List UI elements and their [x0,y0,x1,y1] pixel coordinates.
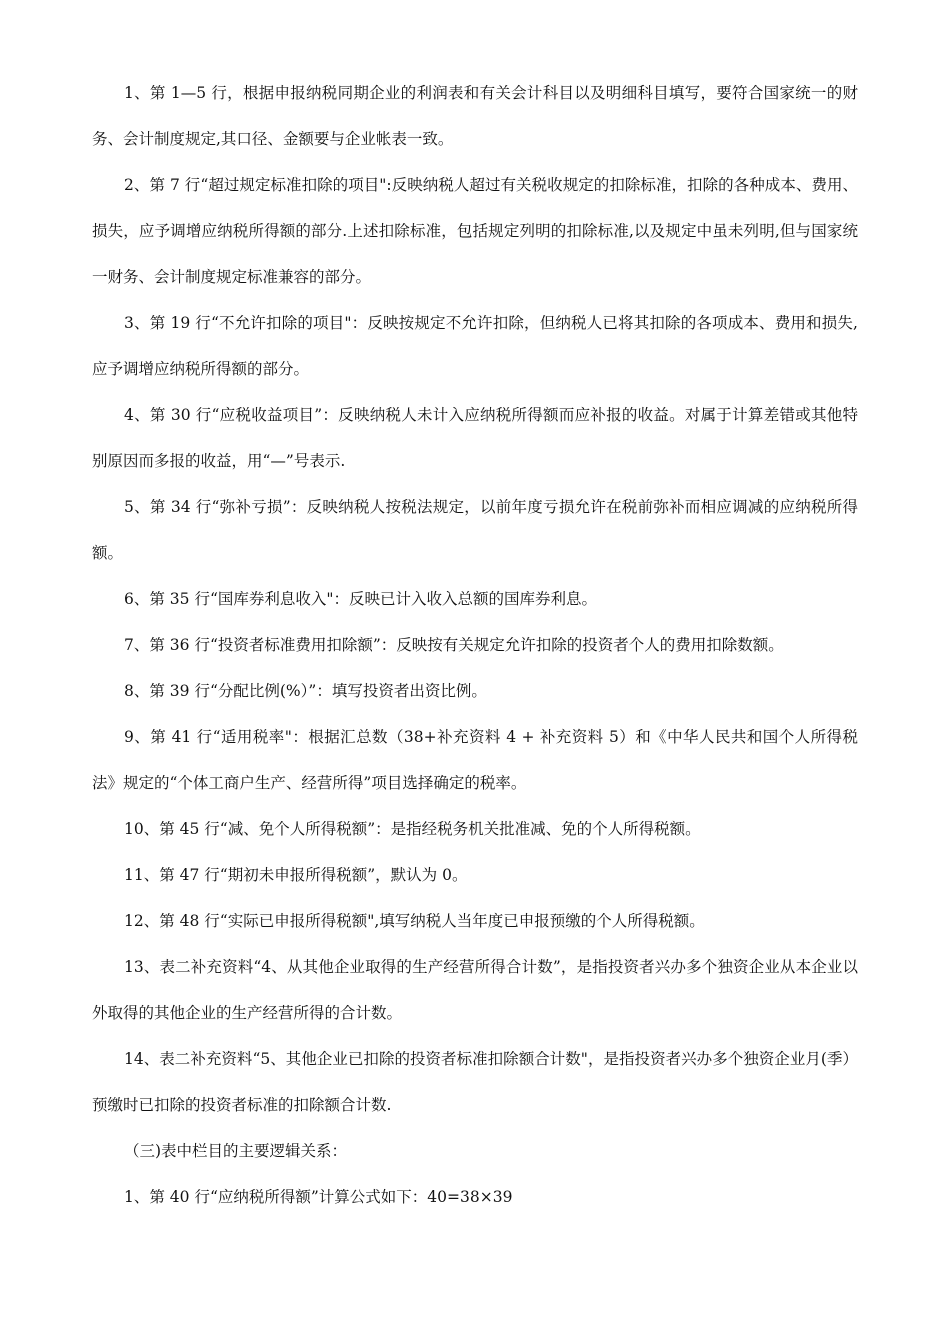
paragraph-row-7: 2、第 7 行“超过规定标准扣除的项目":反映纳税人超过有关税收规定的扣除标准，扣除的各种成本、费用、损失，应予调增应纳税所得额的部分.上述扣除标准，包括规定列明的扣除标准,以及规定中虽未列明,但与国家统一财务、会计制度规定标准兼容的部分。 [92,176,858,286]
paragraph-row-36: 7、第 36 行“投资者标准费用扣除额”：反映按有关规定允许扣除的投资者个人的费用扣除数额。 [124,636,784,654]
paragraph-row-41: 9、第 41 行“适用税率"：根据汇总数（38+补充资料 4 + 补充资料 5）和《中华人民共和国个人所得税法》规定的“个体工商户生产、经营所得”项目选择确定的税率。 [92,728,858,792]
paragraph-row-19: 3、第 19 行“不允许扣除的项目"：反映按规定不允许扣除，但纳税人已将其扣除的各项成本、费用和损失,应予调增应纳税所得额的部分。 [92,314,858,378]
paragraph-row-48: 12、第 48 行“实际已申报所得税额",填写纳税人当年度已申报预缴的个人所得税额。 [124,912,705,930]
section-heading-logic: （三)表中栏目的主要逻辑关系： [124,1142,348,1160]
paragraph-supplement-4: 13、表二补充资料“4、从其他企业取得的生产经营所得合计数”，是指投资者兴办多个独资企业从本企业以外取得的其他企业的生产经营所得的合计数。 [92,958,858,1022]
paragraph-row-47: 11、第 47 行“期初未申报所得税额”，默认为 0。 [124,866,468,884]
paragraph-row-45: 10、第 45 行“减、免个人所得税额”：是指经税务机关批准减、免的个人所得税额。 [124,820,701,838]
paragraph-row-30: 4、第 30 行“应税收益项目”：反映纳税人未计入应纳税所得额而应补报的收益。对属于计算差错或其他特别原因而多报的收益，用“—”号表示. [92,406,858,470]
paragraph-row-39: 8、第 39 行“分配比例(%）”：填写投资者出资比例。 [124,682,487,700]
paragraph-row-34: 5、第 34 行“弥补亏损”：反映纳税人按税法规定，以前年度亏损允许在税前弥补而相应调减的应纳税所得额。 [92,498,858,562]
paragraph-supplement-5: 14、表二补充资料“5、其他企业已扣除的投资者标准扣除额合计数"，是指投资者兴办多个独资企业月(季）预缴时已扣除的投资者标准的扣除额合计数. [92,1050,858,1114]
paragraph-row-35: 6、第 35 行“国库券利息收入"：反映已计入收入总额的国库券利息。 [124,590,597,608]
paragraph-formula-row-40: 1、第 40 行“应纳税所得额”计算公式如下：40=38×39 [124,1188,513,1206]
paragraph-row-1-5: 1、第 1—5 行，根据申报纳税同期企业的利润表和有关会计科目以及明细科目填写，要符合国家统一的财务、会计制度规定,其口径、金额要与企业帐表一致。 [92,84,858,148]
